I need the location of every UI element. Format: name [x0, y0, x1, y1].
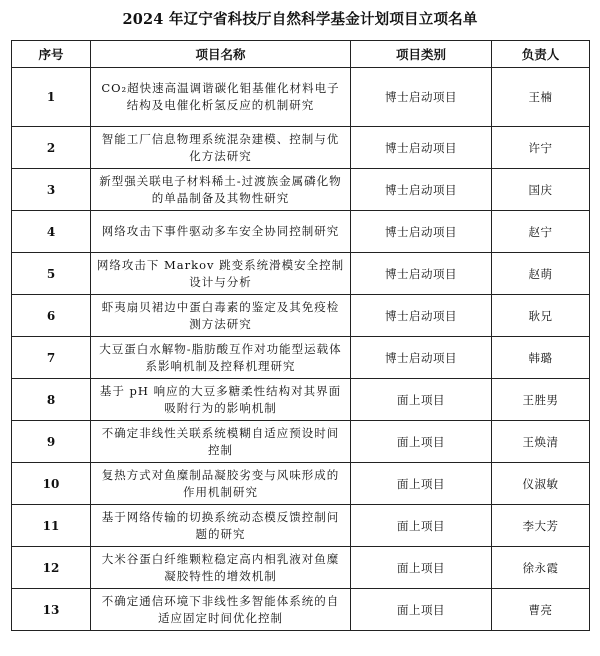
row-number: 5 [12, 253, 91, 295]
project-type: 博士启动项目 [351, 295, 492, 337]
table-row [12, 211, 590, 253]
person-in-charge: 韩璐 [492, 337, 590, 379]
project-type: 博士启动项目 [351, 127, 492, 169]
table-row [12, 589, 590, 631]
row-number: 2 [12, 127, 91, 169]
person-in-charge: 李大芳 [492, 505, 590, 547]
row-number: 12 [12, 547, 91, 589]
person-in-charge: 王焕清 [492, 421, 590, 463]
project-type: 博士启动项目 [351, 253, 492, 295]
document-title: 2024 年辽宁省科技厅自然科学基金计划项目立项名单 [122, 11, 478, 28]
person-in-charge: 耿兄 [492, 295, 590, 337]
project-name: 基于 pH 响应的大豆多糖柔性结构对其界面吸附行为的影响机制 [91, 379, 351, 421]
project-type: 博士启动项目 [351, 68, 492, 127]
project-name: 大豆蛋白水解物-脂肪酸互作对功能型运载体系影响机制及控释机理研究 [91, 337, 351, 379]
project-name: 复热方式对鱼糜制品凝胶劣变与风味形成的作用机制研究 [91, 463, 351, 505]
project-type: 面上项目 [351, 547, 492, 589]
project-name: 基于网络传输的切换系统动态模反馈控制问题的研究 [91, 505, 351, 547]
project-type: 面上项目 [351, 421, 492, 463]
table-row [12, 379, 590, 421]
table-row [12, 127, 590, 169]
project-name: CO₂超快速高温调谐碳化钼基催化材料电子结构及电催化析氢反应的机制研究 [91, 68, 351, 127]
table-row [12, 505, 590, 547]
project-type: 面上项目 [351, 379, 492, 421]
table-row [12, 68, 590, 127]
row-number: 4 [12, 211, 91, 253]
project-name: 不确定通信环境下非线性多智能体系统的自适应固定时间优化控制 [91, 589, 351, 631]
person-in-charge: 国庆 [492, 169, 590, 211]
project-type: 面上项目 [351, 463, 492, 505]
row-number: 10 [12, 463, 91, 505]
person-in-charge: 仪淑敏 [492, 463, 590, 505]
person-in-charge: 许宁 [492, 127, 590, 169]
header-number: 序号 [12, 41, 91, 68]
person-in-charge: 王胜男 [492, 379, 590, 421]
person-in-charge: 王楠 [492, 68, 590, 127]
table-row [12, 169, 590, 211]
table-row [12, 547, 590, 589]
project-type: 面上项目 [351, 589, 492, 631]
project-name: 不确定非线性关联系统模糊自适应预设时间控制 [91, 421, 351, 463]
table-header-row [12, 41, 590, 68]
table-row [12, 295, 590, 337]
row-number: 11 [12, 505, 91, 547]
table-row [12, 337, 590, 379]
project-name: 虾夷扇贝裙边中蛋白毒素的鉴定及其免疫检测方法研究 [91, 295, 351, 337]
person-in-charge: 赵萌 [492, 253, 590, 295]
project-type: 博士启动项目 [351, 169, 492, 211]
project-name: 智能工厂信息物理系统混杂建模、控制与优化方法研究 [91, 127, 351, 169]
table-row [12, 421, 590, 463]
table-row [12, 253, 590, 295]
project-table [11, 40, 590, 631]
row-number: 3 [12, 169, 91, 211]
project-name: 大米谷蛋白纤维颗粒稳定高内相乳液对鱼糜凝胶特性的增效机制 [91, 547, 351, 589]
row-number: 6 [12, 295, 91, 337]
project-type: 博士启动项目 [351, 337, 492, 379]
person-in-charge: 赵宁 [492, 211, 590, 253]
project-type: 博士启动项目 [351, 211, 492, 253]
project-name: 网络攻击下事件驱动多车安全协同控制研究 [91, 211, 351, 253]
row-number: 9 [12, 421, 91, 463]
header-person-in-charge: 负责人 [492, 41, 590, 68]
header-project-type: 项目类别 [351, 41, 492, 68]
person-in-charge: 徐永霞 [492, 547, 590, 589]
row-number: 1 [12, 68, 91, 127]
row-number: 8 [12, 379, 91, 421]
project-name: 网络攻击下 Markov 跳变系统滑模安全控制设计与分析 [91, 253, 351, 295]
table-row [12, 463, 590, 505]
project-type: 面上项目 [351, 505, 492, 547]
header-project-name: 项目名称 [91, 41, 351, 68]
row-number: 13 [12, 589, 91, 631]
row-number: 7 [12, 337, 91, 379]
person-in-charge: 曹亮 [492, 589, 590, 631]
project-name: 新型强关联电子材料稀土-过渡族金属磷化物的单晶制备及其物性研究 [91, 169, 351, 211]
